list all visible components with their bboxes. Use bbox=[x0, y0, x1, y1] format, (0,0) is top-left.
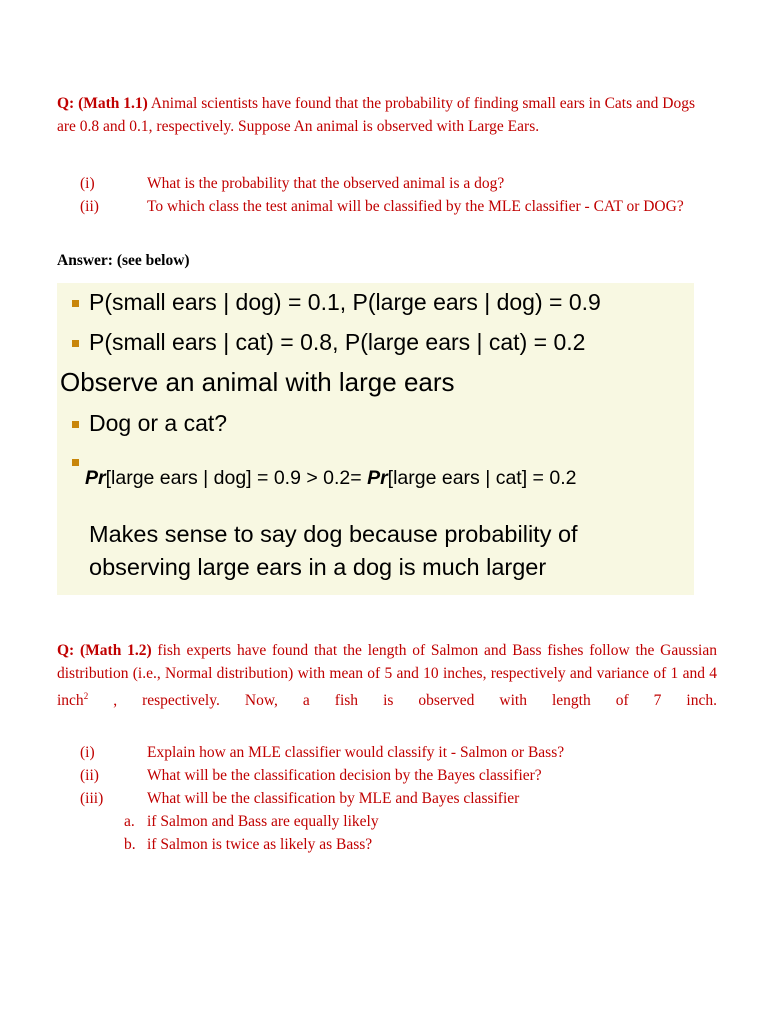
conclusion-line-2: observing large ears in a dog is much larger bbox=[89, 554, 547, 580]
sub-item-letter: b. bbox=[124, 836, 136, 853]
answer-slide bbox=[57, 283, 694, 595]
bullet-icon bbox=[72, 300, 79, 307]
item-number: (ii) bbox=[80, 198, 99, 215]
list-item bbox=[0, 764, 768, 787]
slide-conclusion bbox=[89, 518, 578, 584]
conclusion-line-1: Makes sense to say dog because probability of bbox=[89, 521, 578, 547]
bullet-icon bbox=[72, 421, 79, 428]
list-item bbox=[0, 741, 768, 764]
item-text: What is the probability that the observed animal is a dog? bbox=[147, 175, 505, 192]
item-number: (ii) bbox=[80, 767, 99, 784]
item-text: What will be the classification decision by the Bayes classifier? bbox=[147, 767, 542, 784]
list-item bbox=[0, 787, 768, 810]
pr-text-cat: [large ears | cat] = 0.2 bbox=[387, 467, 577, 489]
sub-item-text: if Salmon and Bass are equally likely bbox=[147, 813, 379, 830]
question-1-2 bbox=[57, 639, 717, 731]
superscript: 2 bbox=[83, 691, 89, 701]
question-1-1 bbox=[57, 92, 717, 138]
slide-line-dog: P(small ears | dog) = 0.1, P(large ears | dog) = 0.9 bbox=[89, 289, 601, 315]
sub-item-text: if Salmon is twice as likely as Bass? bbox=[147, 836, 373, 853]
question-1-1-items bbox=[0, 172, 768, 241]
question-text: Animal scientists have found that the probability of finding small ears in Cats and Dogs are 0.8 and 0.1, respectively. Suppose An animal is observed with Large Ears. bbox=[57, 95, 695, 135]
pr-symbol: Pr bbox=[85, 467, 106, 489]
bullet-icon bbox=[72, 340, 79, 347]
question-1-2-items bbox=[0, 741, 768, 856]
item-text: Explain how an MLE classifier would classify it - Salmon or Bass? bbox=[147, 744, 565, 761]
sub-list-item bbox=[0, 810, 768, 833]
item-text: To which class the test animal will be classified by the MLE classifier - CAT or DOG? bbox=[147, 198, 684, 215]
slide-line-comparison bbox=[85, 467, 576, 490]
question-text-end: , respectively. Now, a fish is observed with length of 7 inch. bbox=[88, 692, 717, 710]
question-label: Q: (Math 1.2) bbox=[57, 642, 152, 659]
sub-list-item bbox=[0, 833, 768, 856]
pr-symbol: Pr bbox=[367, 467, 388, 489]
item-number: (i) bbox=[80, 175, 95, 192]
answer-label: Answer: (see below) bbox=[57, 252, 190, 269]
question-label: Q: (Math 1.1) bbox=[57, 95, 148, 112]
item-text: What will be the classification by MLE and Bayes classifier bbox=[147, 790, 520, 807]
slide-line-cat: P(small ears | cat) = 0.8, P(large ears | cat) = 0.2 bbox=[89, 329, 586, 355]
question-text: fish experts have found that the length of Salmon and Bass fishes follow the Gaussian distribution (i.e., Normal distribution) with mean of 5 and 10 inches, respectively and variance of 1 and 4 inch bbox=[57, 642, 717, 710]
item-number: (iii) bbox=[80, 790, 104, 807]
sub-item-letter: a. bbox=[124, 813, 135, 830]
pr-text-dog: [large ears | dog] = 0.9 > 0.2= bbox=[105, 467, 368, 489]
item-number: (i) bbox=[80, 744, 95, 761]
bullet-icon bbox=[72, 459, 79, 466]
list-item bbox=[0, 195, 768, 241]
slide-heading: Observe an animal with large ears bbox=[60, 367, 455, 397]
list-item bbox=[0, 172, 768, 195]
slide-line-question: Dog or a cat? bbox=[89, 410, 228, 436]
